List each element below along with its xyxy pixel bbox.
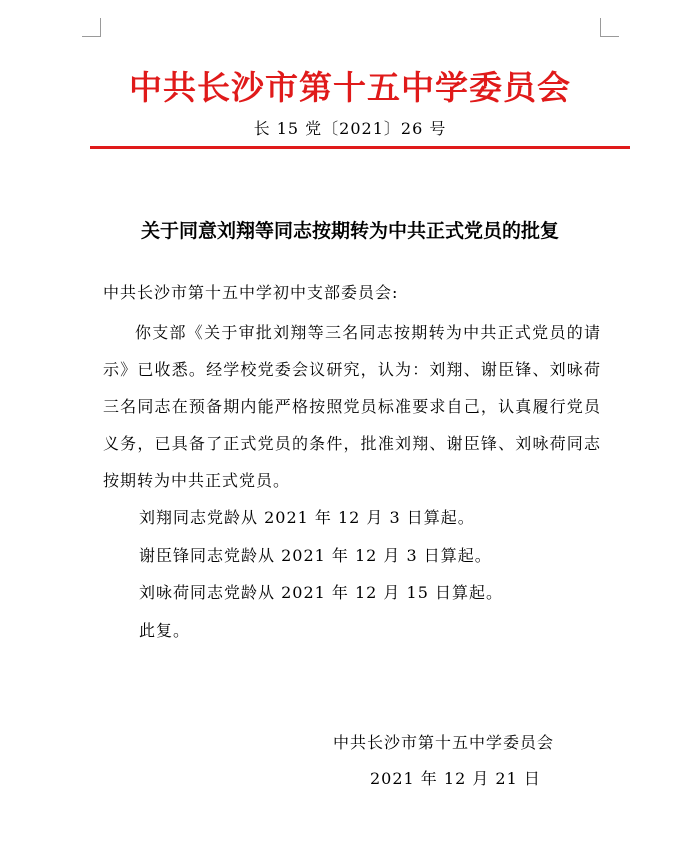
margin-corner-mark-top-right (600, 18, 619, 37)
document-number: 长 15 党〔2021〕26 号 (253, 119, 447, 138)
party-age-line-2: 谢臣锋同志党龄从 2021 年 12 月 3 日算起。 (139, 546, 492, 565)
issuing-org-header: 中共长沙市第十五中学委员会 (129, 68, 571, 107)
party-age-line-1: 刘翔同志党龄从 2021 年 12 月 3 日算起。 (139, 508, 475, 527)
signature-org: 中共长沙市第十五中学委员会 (333, 733, 555, 752)
signature-date: 2021 年 12 月 21 日 (370, 769, 541, 788)
red-separator-line (90, 146, 630, 149)
addressee: 中共长沙市第十五中学初中支部委员会: (103, 283, 399, 302)
body-paragraph: 你支部《关于审批刘翔等三名同志按期转为中共正式党员的请示》已收悉。经学校党委会议研究，认为：刘翔、谢臣锋、刘咏荷三名同志在预备期内能严格按照党员标准要求自己，认真履行党员义务，已具备了正式党员的条件，批准刘翔、谢臣锋、刘咏荷同志按期转为中共正式党员。 (103, 323, 601, 490)
margin-corner-mark-top-left (82, 18, 101, 37)
document-title: 关于同意刘翔等同志按期转为中共正式党员的批复 (140, 220, 559, 242)
closing-phrase: 此复。 (139, 621, 191, 640)
party-age-line-3: 刘咏荷同志党龄从 2021 年 12 月 15 日算起。 (139, 583, 503, 602)
